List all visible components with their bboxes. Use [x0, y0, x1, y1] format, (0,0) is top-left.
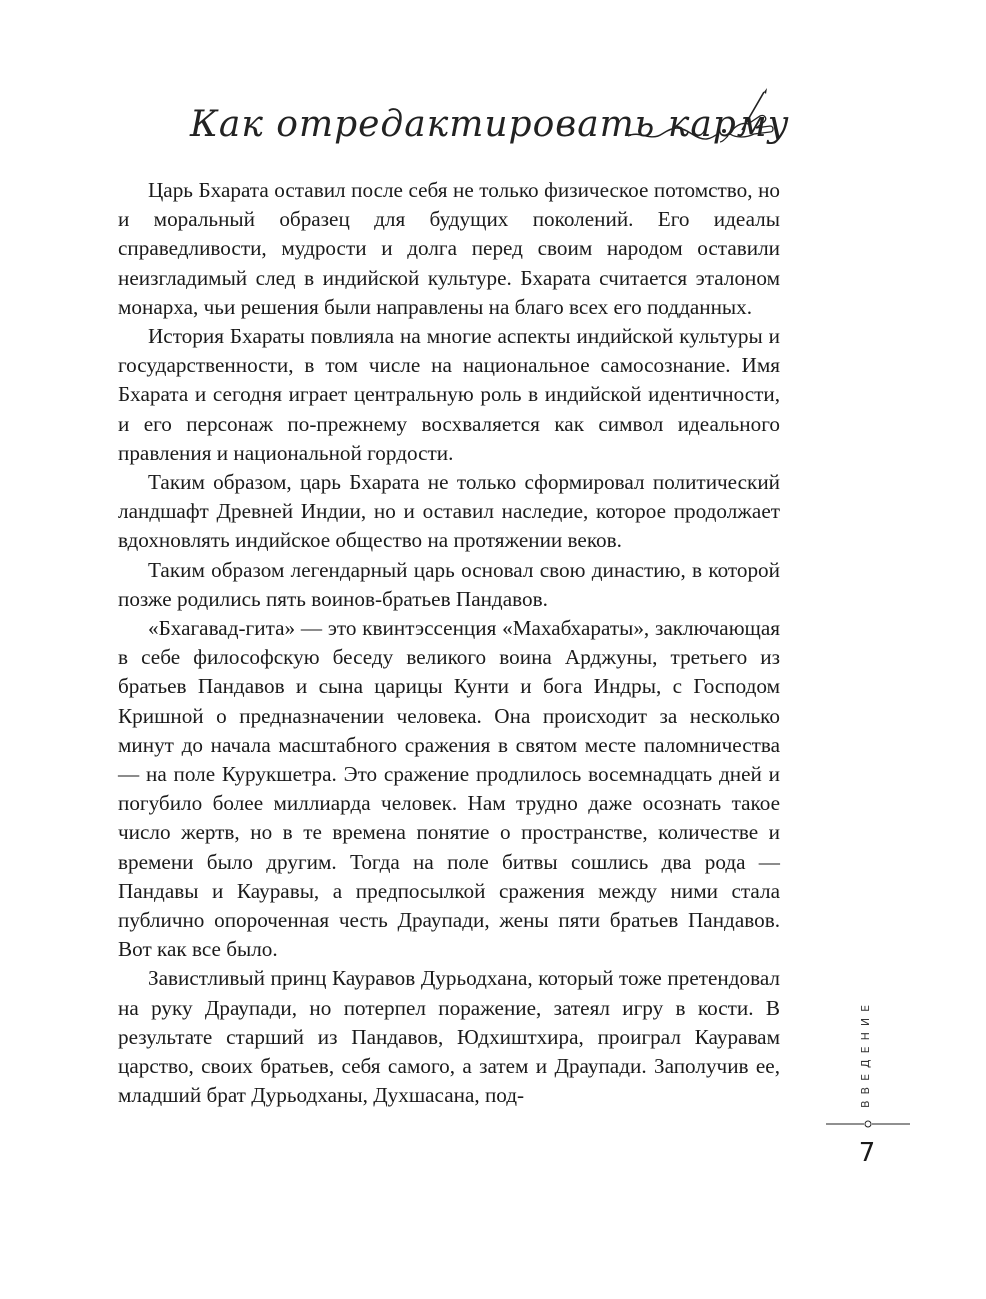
- running-header-title: Как отредактировать карму: [190, 104, 790, 145]
- page-number: 7: [858, 1138, 876, 1168]
- paragraph: Завистливый принц Кауравов Дурьодхана, который тоже претендовал на руку Драупади, но потерпел поражение, затеял игру в кости. В результате старший из Пандавов, Юдхиштхира, проиграл Кауравам царство, своих братьев, себя самого, а затем и Драупади. Заполучив ее, младший брат Дурьодханы, Духшасана, под-: [118, 966, 780, 1108]
- body-text: [118, 176, 780, 1111]
- paragraph: Таким образом, царь Бхарата не только сформировал политический ландшафт Древней Индии, но и оставил наследие, которое продолжает вдохновлять индийское общество на протяжении веков.: [118, 470, 780, 553]
- paragraph: Царь Бхарата оставил после себя не только физическое потомство, но и моральный образец для будущих поколений. Его идеалы справедливости, мудрости и долга перед своим народом оставили неизгладимый след в индийской культуре. Бхарата считается эталоном монарха, чьи решения были направлены на благо всех его подданных.: [118, 178, 780, 319]
- paragraph: Таким образом легендарный царь основал свою династию, в которой позже родились пять воинов-братьев Пандавов.: [118, 557, 780, 611]
- running-header: [180, 86, 800, 156]
- pen-hand-icon: [720, 86, 790, 156]
- paragraph: История Бхараты повлияла на многие аспекты индийской культуры и государственности, в том числе на национальное самосознание. Имя Бхарата и сегодня играет центральную роль в индийской идентичности, и его персонаж по-прежнему восхваляется как символ идеального правления и национальной гордости.: [118, 324, 780, 465]
- paragraph: «Бхагавад-гита» — это квинтэссенция «Махабхараты», заключающая в себе философскую беседу великого воина Арджуны, третьего из братьев Пандавов и сына царицы Кунти и бога Индры, с Господом Кришной о предназначении человека. Она происходит за несколько минут до начала масштабного сражения в святом месте паломничества — на поле Курукшетра. Это сражение продлилось восемнадцать дней и погубило более миллиарда человек. Нам трудно даже осознать такое число жертв, но в те времена понятие о пространстве, количестве и времени было другим. Тогда на поле битвы сошлись два рода — Пандавы и Кауравы, а предпосылкой сражения между ними стала публично опороченная честь Драупади, жены пяти братьев Пандавов. Вот как все было.: [118, 616, 780, 962]
- section-label: ВВЕДЕНИЕ: [859, 998, 872, 1108]
- page-number-rule: [826, 1118, 910, 1130]
